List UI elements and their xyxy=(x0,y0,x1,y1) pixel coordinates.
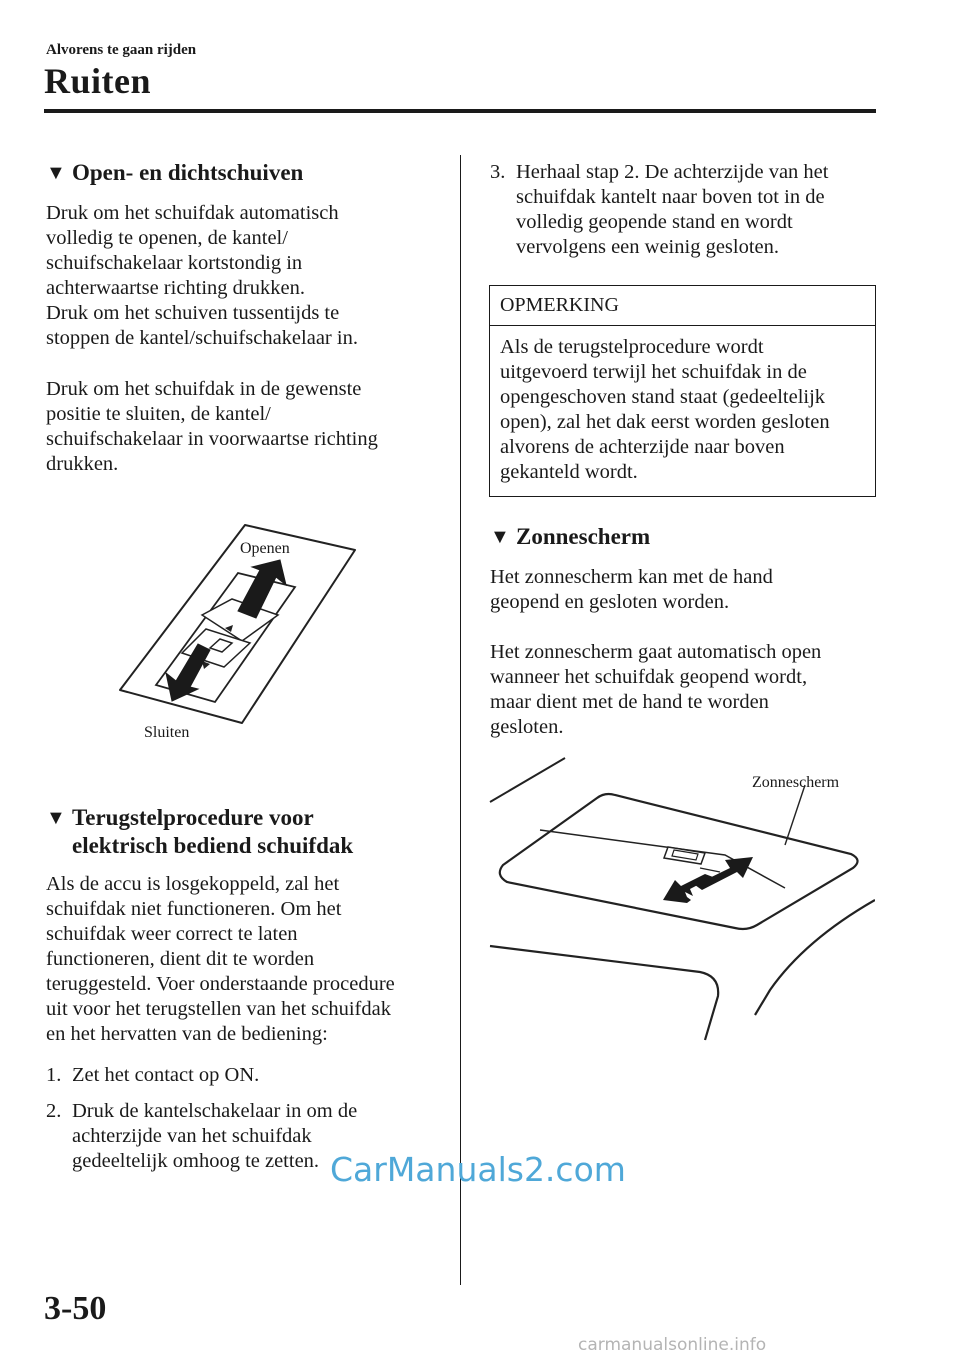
step-number: 2. xyxy=(46,1100,62,1122)
paragraph-open-close-2: Druk om het schuifdak in de gewenste positie te sluiten, de kantel/ schuifschakelaar in voorwaartse richting drukken. xyxy=(46,378,378,475)
label-sunshade: Zonnescherm xyxy=(752,774,840,791)
sunshade-figure xyxy=(485,750,875,1050)
section-label: Alvorens te gaan rijden xyxy=(46,42,197,58)
column-divider xyxy=(460,155,461,1285)
heading-text: Terugstelprocedure voor elektrisch bediend schuifdak xyxy=(72,805,354,858)
paragraph-open-close-1: Druk om het schuifdak automatisch volledig te openen, de kantel/ schuifschakelaar kortstondig in achterwaartse richting drukken. Druk om het schuiven tussentijds te stoppen de kantel/schuifschakelaar in. xyxy=(46,202,358,349)
step-number: 3. xyxy=(490,161,506,183)
step-1 xyxy=(46,1063,456,1088)
heading-text: Zonnescherm xyxy=(516,524,651,549)
note-body: Als de terugstelprocedure wordt uitgevoerd terwijl het schuifdak in de opengeschoven stand staat (gedeeltelijk open), zal het dak eerst worden gesloten alvorens de achterzijde naar boven gekanteld wordt. xyxy=(500,336,830,483)
note-box xyxy=(489,285,876,497)
triangle-icon: ▼ xyxy=(46,807,66,829)
step-text: Druk de kantelschakelaar in om de achterzijde van het schuifdak gedeeltelijk omhoog te zetten. xyxy=(72,1100,358,1172)
sunshade-illustration xyxy=(485,750,875,1050)
page-title: Ruiten xyxy=(44,61,152,101)
header-rule xyxy=(44,109,876,113)
page-number: 3-50 xyxy=(44,1290,107,1327)
step-number: 1. xyxy=(46,1064,62,1086)
paragraph-reset: Als de accu is losgekoppeld, zal het schuifdak niet functioneren. Om het schuifdak weer correct te laten functioneren, dient dit te worden teruggesteld. Voer onderstaande procedure uit voor het terugstellen van het schuifdak en het hervatten van de bediening: xyxy=(46,873,395,1045)
label-close: Sluiten xyxy=(144,724,190,741)
label-open: Openen xyxy=(240,540,290,557)
step-text: Herhaal stap 2. De achterzijde van het schuifdak kantelt naar boven tot in de volledig geopende stand en wordt vervolgens een weinig gesloten. xyxy=(516,161,829,258)
triangle-icon: ▼ xyxy=(490,526,510,548)
footer-site: carmanualsonline.info xyxy=(578,1335,767,1355)
paragraph-sunshade-1: Het zonnescherm kan met de hand geopend en gesloten worden. xyxy=(490,566,773,613)
step-3 xyxy=(490,160,875,260)
heading-text: Open- en dichtschuiven xyxy=(72,160,304,185)
heading-reset xyxy=(46,804,456,860)
watermark: CarManuals2.com xyxy=(330,1150,626,1189)
heading-sunshade xyxy=(490,523,875,551)
triangle-icon: ▼ xyxy=(46,162,66,184)
step-text: Zet het contact op ON. xyxy=(72,1064,260,1086)
paragraph-sunshade-2: Het zonnescherm gaat automatisch open wanneer het schuifdak geopend wordt, maar dient met de hand te worden gesloten. xyxy=(490,641,822,738)
note-title: OPMERKING xyxy=(490,286,875,326)
heading-open-close xyxy=(46,159,446,187)
